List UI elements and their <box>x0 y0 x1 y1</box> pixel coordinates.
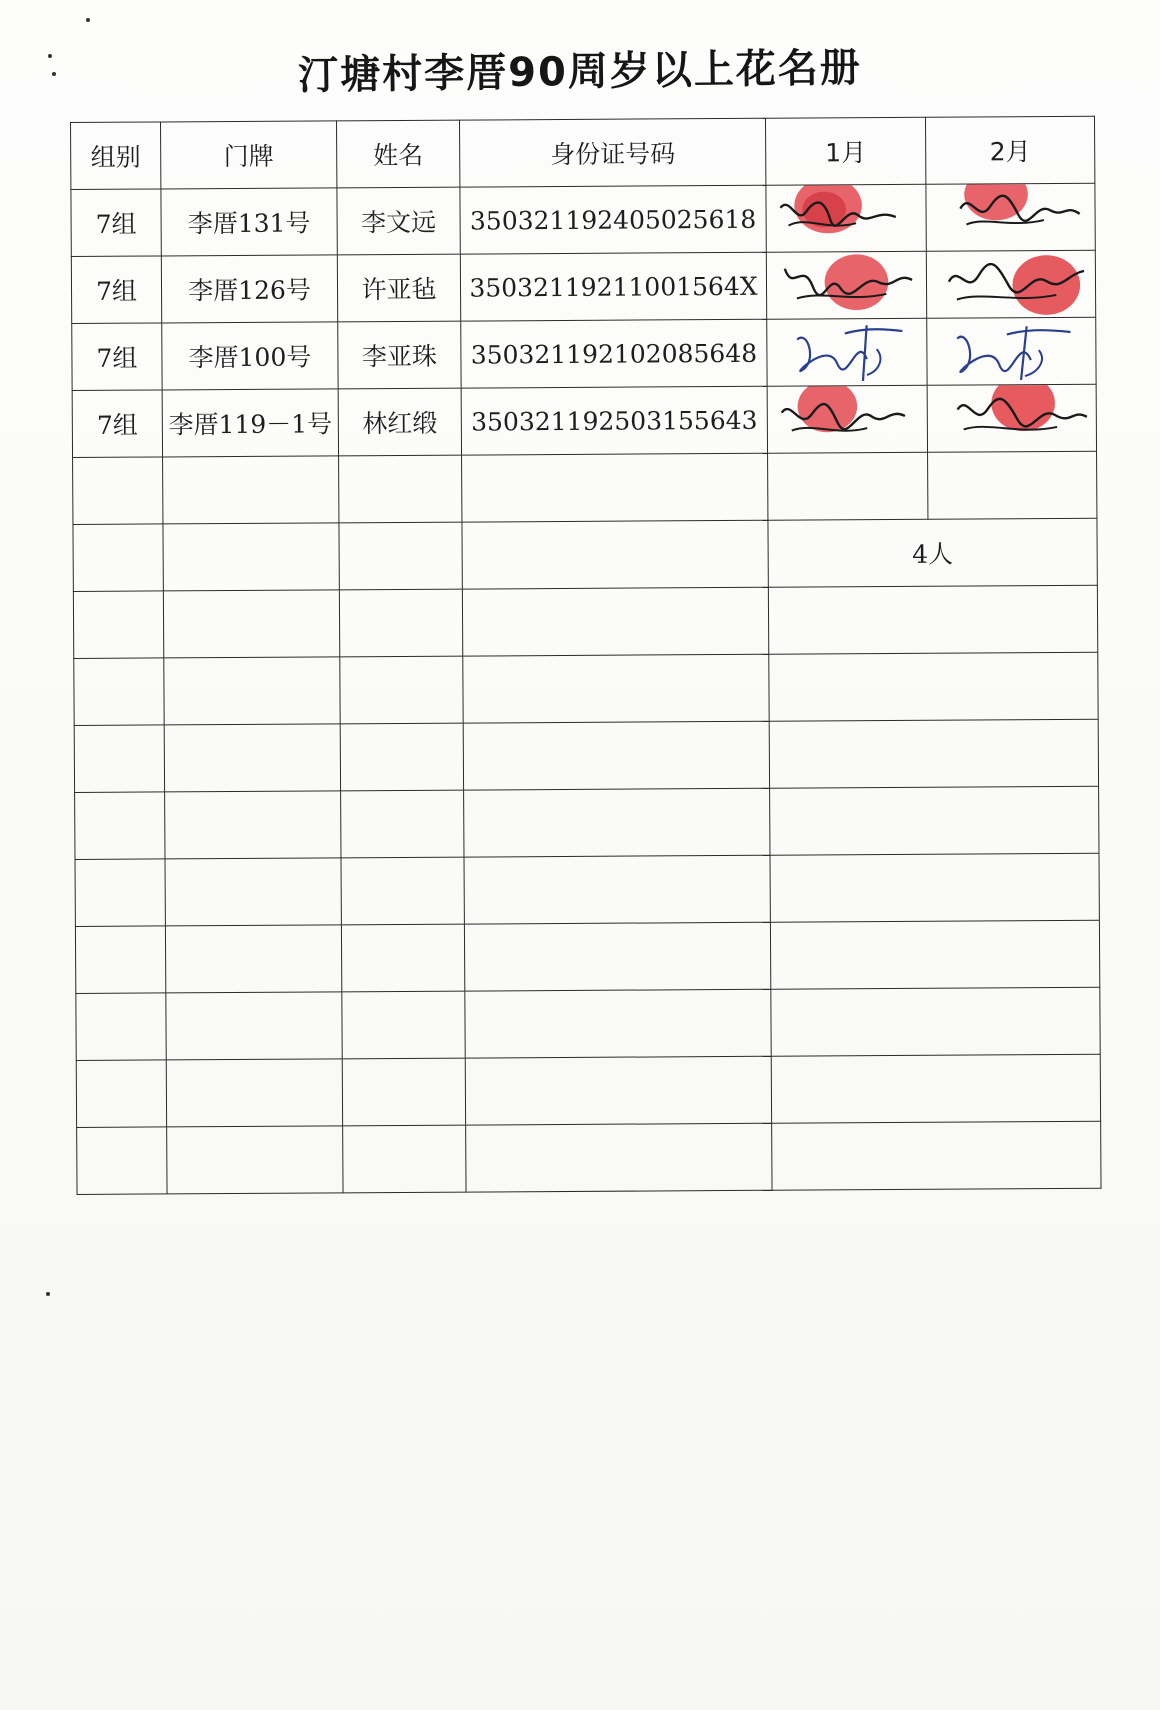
cell-id-number: 350321192405025618 <box>460 185 766 254</box>
fingerprint-signature-icon <box>768 386 927 453</box>
table-row <box>71 183 1095 256</box>
roster-table <box>70 116 1102 1195</box>
speck <box>52 72 56 76</box>
empty-row <box>74 719 1098 792</box>
header-address: 门牌 <box>161 121 337 189</box>
cell-address: 李厝100号 <box>162 322 338 390</box>
table-row <box>71 250 1095 323</box>
total-count: 4人 <box>768 518 1097 587</box>
table-row <box>72 384 1096 457</box>
signature-cell-january <box>767 318 927 386</box>
empty-row <box>73 451 1097 524</box>
total-row <box>73 518 1097 591</box>
cell-group: 7组 <box>72 323 162 391</box>
header-row <box>71 116 1095 189</box>
empty-row <box>74 652 1098 725</box>
header-group: 组别 <box>71 122 161 190</box>
empty-row <box>73 585 1097 658</box>
cell-name: 李亚珠 <box>338 321 461 389</box>
signature-icon <box>767 319 926 386</box>
empty-row <box>76 987 1100 1060</box>
signature-cell-february <box>926 250 1095 318</box>
cell-address: 李厝126号 <box>161 255 337 323</box>
fingerprint-signature-icon <box>766 185 925 252</box>
signature-cell-february <box>927 317 1096 385</box>
signature-icon <box>927 318 1095 385</box>
cell-id-number: 350321192102085648 <box>461 319 767 388</box>
cell-group: 7组 <box>71 189 161 257</box>
speck <box>48 54 52 58</box>
empty-row <box>76 1054 1100 1127</box>
signature-cell-february <box>927 384 1096 452</box>
speck <box>86 18 90 22</box>
document-title: 汀塘村李厝90周岁以上花名册 <box>297 45 863 99</box>
signature-cell-january <box>766 251 926 319</box>
cell-address: 李厝131号 <box>161 188 337 256</box>
header-february: 2月 <box>925 116 1094 184</box>
empty-row <box>77 1121 1101 1194</box>
header-id-number: 身份证号码 <box>459 118 765 187</box>
fingerprint-signature-icon <box>927 251 1095 318</box>
cell-name: 李文远 <box>337 187 460 255</box>
signature-cell-january <box>767 385 927 453</box>
empty-row <box>75 853 1099 926</box>
cell-name: 许亚毡 <box>337 254 460 322</box>
speck <box>46 1292 50 1296</box>
cell-group: 7组 <box>71 256 161 324</box>
cell-id-number: 350321192503155643 <box>461 386 767 455</box>
cell-name: 林红缎 <box>338 388 461 456</box>
header-january: 1月 <box>765 117 925 185</box>
signature-cell-february <box>926 183 1095 251</box>
header-name: 姓名 <box>336 120 459 188</box>
fingerprint-signature-icon <box>926 184 1094 251</box>
cell-id-number: 35032119211001564X <box>460 252 766 321</box>
fingerprint-signature-icon <box>928 385 1096 452</box>
table-row <box>72 317 1096 390</box>
cell-group: 7组 <box>72 390 162 458</box>
fingerprint-signature-icon <box>767 252 926 319</box>
signature-cell-january <box>766 184 926 252</box>
empty-row <box>75 920 1099 993</box>
empty-row <box>75 786 1099 859</box>
cell-address: 李厝119－1号 <box>162 389 338 457</box>
